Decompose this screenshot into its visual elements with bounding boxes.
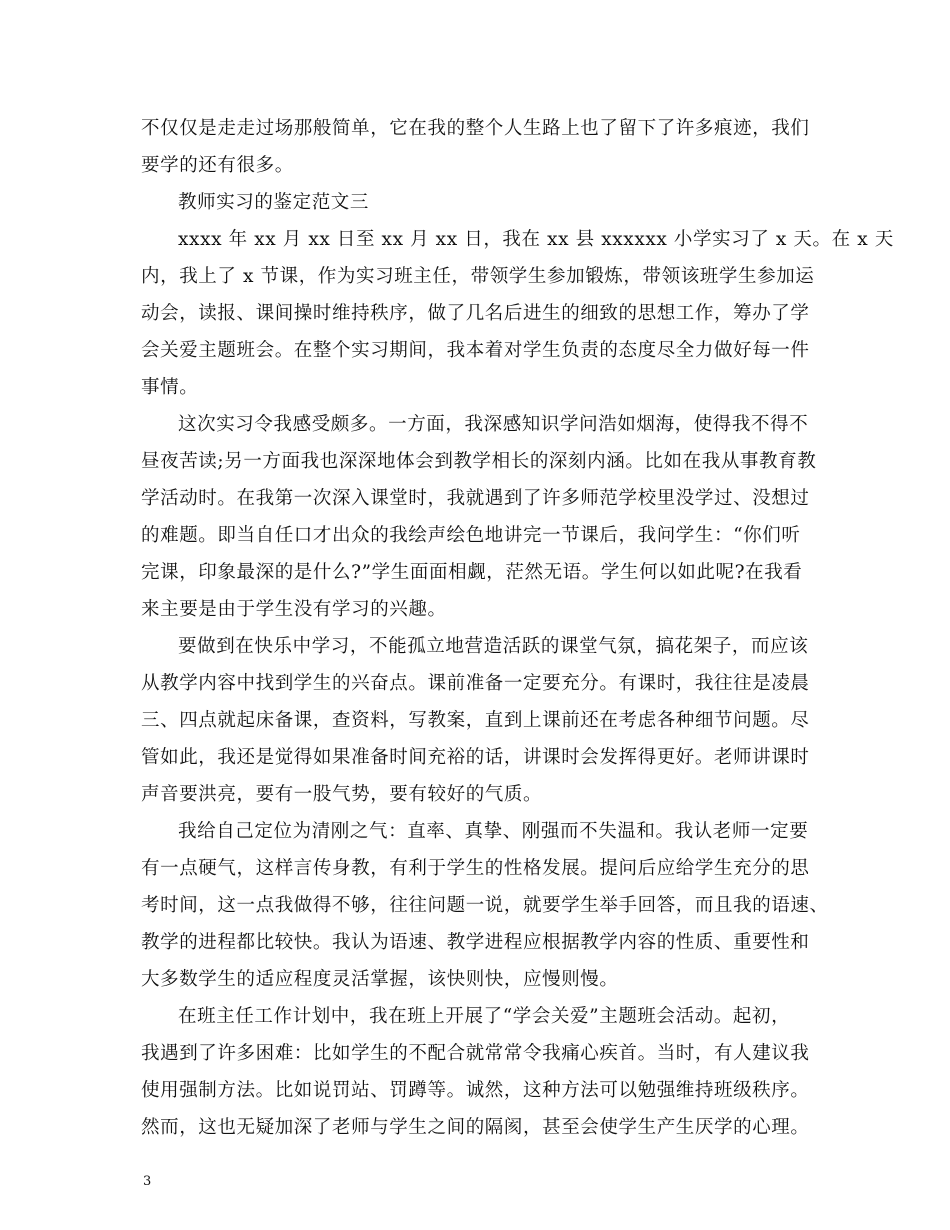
text-line: 然而，这也无疑加深了老师与学生之间的隔阂，甚至会使学生产生厌学的心理。 [141,1117,810,1138]
text-line: 在班主任工作计划中，我在班上开展了“学会关爱”主题班会活动。起初， [178,1006,791,1027]
text-line: 从教学内容中找到学生的兴奋点。课前准备一定要充分。有课时，我往往是凌晨 [141,673,810,694]
text-line: 内，我上了 x 节课，作为实习班主任，带领学生参加锻炼，带领该班学生参加运 [141,266,815,287]
text-line: 会关爱主题班会。在整个实习期间，我本着对学生负责的态度尽全力做好每一件 [141,340,810,361]
text-line: 考时间，这一点我做得不够，往往问题一说，就要学生举手回答，而且我的语速、 [141,895,829,916]
page-number: 3 [143,1174,152,1189]
section-heading: 教师实习的鉴定范文三 [178,192,370,213]
text-line: xxxx 年 xx 月 xx 日至 xx 月 xx 日，我在 xx 县 xxxxxx 小学实习了 x 天。在 x 天 [178,229,894,250]
text-line: 昼夜苦读;另一方面我也深深地体会到教学相长的深刻内涵。比如在我从事教育教 [141,451,817,472]
text-line: 这次实习令我感受颇多。一方面，我深感知识学问浩如烟海，使得我不得不 [178,414,809,435]
text-line: 要学的还有很多。 [141,155,294,176]
text-line: 的难题。即当自任口才出众的我绘声绘色地讲完一节课后，我问学生：“你们听 [141,525,801,546]
text-line: 教学的进程都比较快。我认为语速、教学进程应根据教学内容的性质、重要性和 [141,932,810,953]
text-line: 我遇到了许多困难：比如学生的不配合就常常令我痛心疾首。当时，有人建议我 [141,1043,810,1064]
text-line: 不仅仅是走走过场那般简单，它在我的整个人生路上也了留下了许多痕迹，我们 [141,118,810,139]
text-line: 有一点硬气，这样言传身教，有利于学生的性格发展。提问后应给学生充分的思 [141,858,810,879]
text-line: 使用强制方法。比如说罚站、罚蹲等。诚然，这种方法可以勉强维持班级秩序。 [141,1080,810,1101]
text-line: 管如此，我还是觉得如果准备时间充裕的话，讲课时会发挥得更好。老师讲课时 [141,747,810,768]
text-line: 来主要是由于学生没有学习的兴趣。 [141,599,447,620]
text-line: 要做到在快乐中学习，不能孤立地营造活跃的课堂气氛，搞花架子，而应该 [178,636,809,657]
text-line: 大多数学生的适应程度灵活掌握，该快则快，应慢则慢。 [141,969,619,990]
text-line: 学活动时。在我第一次深入课堂时，我就遇到了许多师范学校里没学过、没想过 [141,488,810,509]
text-line: 我给自己定位为清刚之气：直率、真挚、刚强而不失温和。我认老师一定要 [178,821,809,842]
text-line: 三、四点就起床备课，查资料，写教案，直到上课前还在考虑各种细节问题。尽 [141,710,810,731]
text-line: 动会，读报、课间操时维持秩序，做了几名后进生的细致的思想工作，筹办了学 [141,303,810,324]
text-line: 声音要洪亮，要有一股气势，要有较好的气质。 [141,784,543,805]
text-line: 完课，印象最深的是什么?”学生面面相觑，茫然无语。学生何以如此呢?在我看 [141,562,803,583]
text-line: 事情。 [141,377,199,398]
